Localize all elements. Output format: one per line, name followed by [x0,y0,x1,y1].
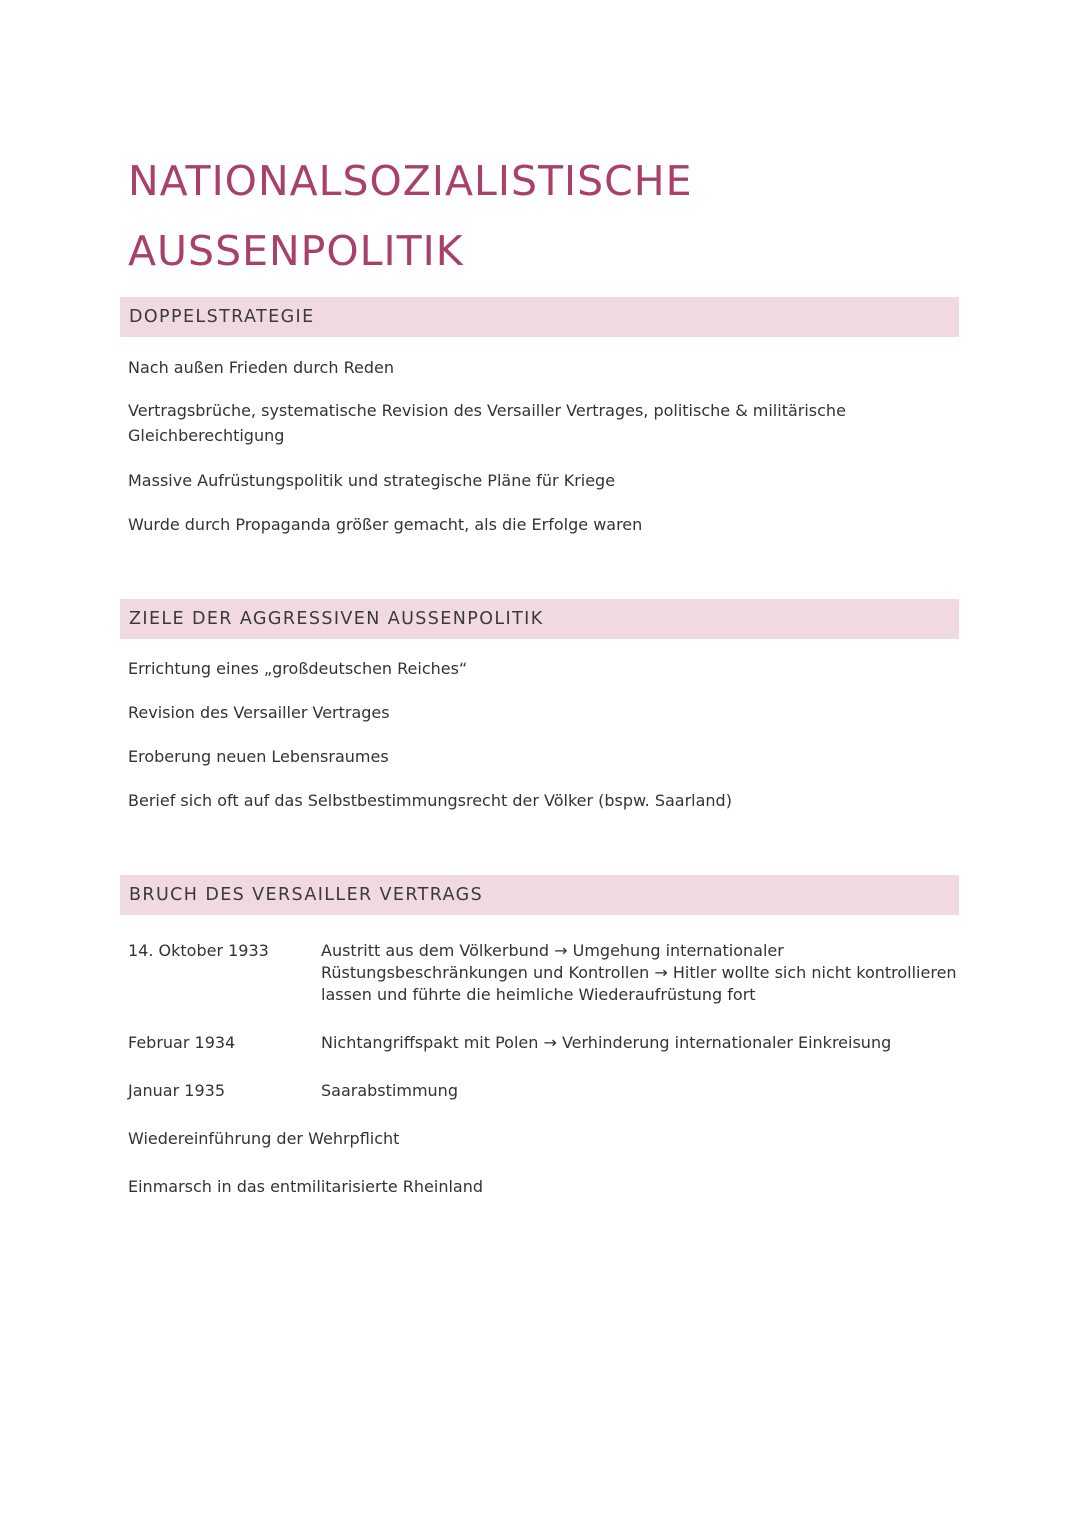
paragraph: Wurde durch Propaganda größer gemacht, als die Erfolge waren [128,515,643,534]
paragraph: Wiedereinführung der Wehrpflicht [128,1129,400,1148]
timeline-date: Februar 1934 [128,1033,236,1052]
paragraph: Einmarsch in das entmilitarisierte Rheinland [128,1177,483,1196]
timeline-text: Saarabstimmung [321,1081,458,1100]
paragraph: Vertragsbrüche, systematische Revision des Versailler Vertrages, politische & militärische Gleichberechtigung [128,401,846,445]
title-line-1: NATIONALSOZIALISTISCHE [128,157,693,205]
title-line-2: AUSSENPOLITIK [128,227,464,275]
timeline-date: Januar 1935 [128,1081,225,1100]
page-title [128,146,968,286]
paragraph: Berief sich oft auf das Selbstbestimmungsrecht der Völker (bspw. Saarland) [128,791,732,810]
paragraph: Nach außen Frieden durch Reden [128,358,394,377]
paragraph: Massive Aufrüstungspolitik und strategische Pläne für Kriege [128,471,616,490]
section-header-ziele: ZIELE DER AGGRESSIVEN AUSSENPOLITIK [120,599,959,639]
section-header-bruch: BRUCH DES VERSAILLER VERTRAGS [120,875,959,915]
section-header-doppelstrategie: DOPPELSTRATEGIE [120,297,959,337]
timeline-text: Nichtangriffspakt mit Polen → Verhinderung internationaler Einkreisung [321,1033,892,1052]
timeline-text: Austritt aus dem Völkerbund → Umgehung internationaler Rüstungsbeschränkungen und Kontrollen → Hitler wollte sich nicht kontrollieren lassen und führte die heimliche Wiederaufrüstung fort [321,941,957,1004]
paragraph: Errichtung eines „großdeutschen Reiches“ [128,659,468,678]
paragraph: Revision des Versailler Vertrages [128,703,390,722]
timeline-date: 14. Oktober 1933 [128,941,269,960]
paragraph: Eroberung neuen Lebensraumes [128,747,389,766]
